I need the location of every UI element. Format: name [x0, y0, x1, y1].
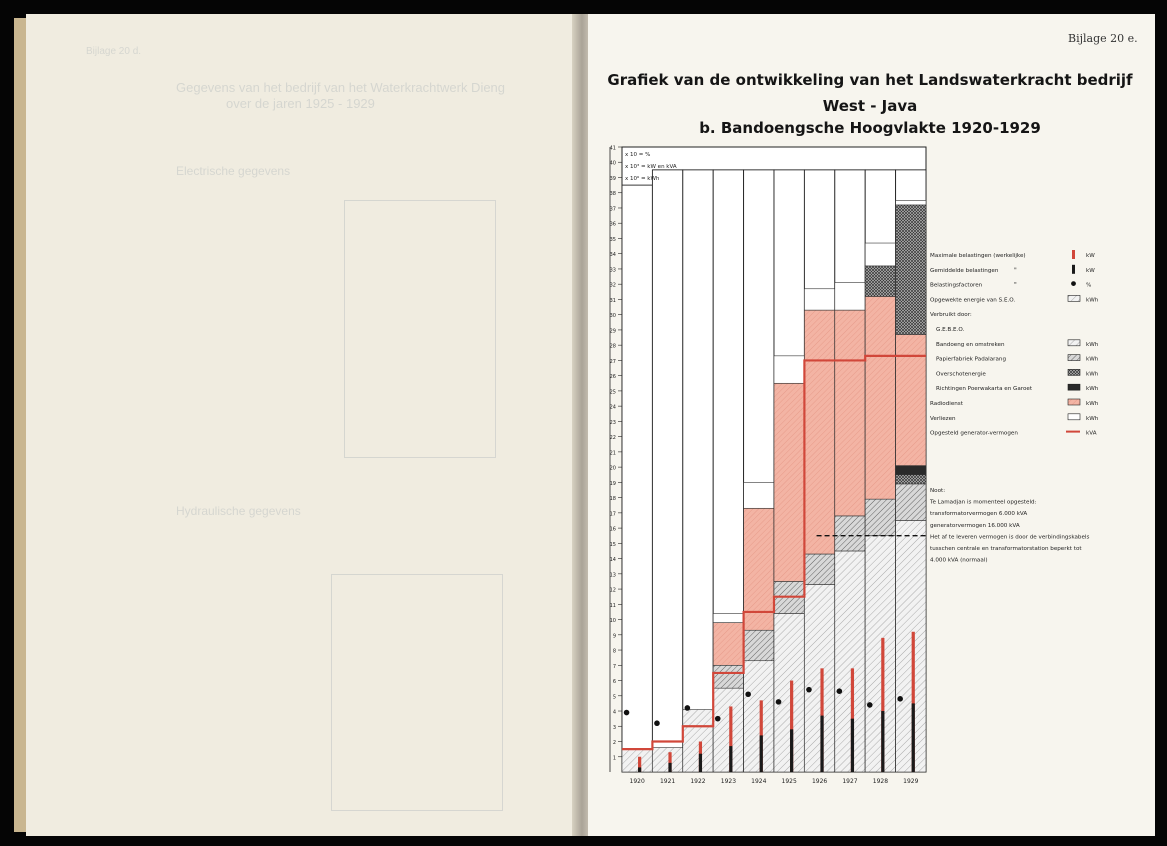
note-line: Het af te leveren vermogen is door de verbindingskabels	[930, 534, 1090, 541]
energy-segment	[865, 243, 895, 266]
legend-swatch	[1068, 399, 1080, 405]
energy-segment	[744, 661, 774, 772]
plot-area	[622, 147, 926, 772]
legend-unit: kWh	[1086, 297, 1099, 304]
legend-label: Bandoeng en omstreken	[936, 341, 1005, 348]
x-tick-label: 1926	[811, 778, 828, 785]
legend-unit: kW	[1086, 267, 1095, 274]
y-tick-label: 23	[609, 419, 616, 426]
energy-segment	[835, 516, 865, 551]
unit-key-label: x 10⁶ = kWh	[625, 176, 660, 182]
ghost-section-2: Hydraulische gegevens	[176, 504, 301, 518]
energy-segment	[835, 283, 865, 310]
y-tick-label: 11	[609, 602, 616, 609]
energy-segment	[652, 748, 682, 772]
x-tick-label: 1927	[842, 778, 858, 785]
energy-segment	[744, 630, 774, 660]
energy-segment	[896, 520, 926, 772]
chart-title-line-2: West - Java	[822, 97, 918, 115]
load-factor-dot	[776, 699, 782, 705]
y-tick-label: 32	[609, 282, 616, 289]
ditto-mark: "	[1014, 281, 1017, 289]
y-tick-label: 9	[612, 633, 616, 640]
energy-segment	[896, 335, 926, 466]
ghost-section-1: Electrische gegevens	[176, 164, 291, 178]
energy-segment	[804, 310, 834, 554]
x-tick-label: 1928	[872, 778, 889, 785]
y-tick-label: 6	[612, 679, 616, 686]
legend-label: Opgesteld generator-vermogen	[930, 430, 1018, 437]
y-tick-label: 2	[612, 740, 616, 747]
legend-swatch	[1068, 355, 1080, 361]
legend-label: G.E.B.E.O.	[936, 327, 965, 333]
y-tick-label: 22	[609, 435, 616, 442]
legend-unit: kWh	[1086, 371, 1099, 378]
x-tick-label: 1929	[903, 778, 919, 785]
legend-label: Verliezen	[930, 415, 956, 422]
y-tick-label: 37	[609, 206, 616, 213]
ghost-title-1: Gegevens van het bedrijf van het Waterkrachtwerk Dieng	[176, 80, 506, 95]
legend-swatch	[1068, 414, 1080, 420]
legend-unit: kWh	[1086, 341, 1099, 348]
avg-load-bar	[638, 767, 641, 772]
x-tick-label: 1924	[751, 778, 767, 785]
note-line: tusschen centrale en transformatorstation beperkt tot	[930, 546, 1082, 552]
load-factor-dot	[806, 687, 812, 693]
energy-segment	[774, 356, 804, 383]
y-tick-label: 13	[609, 572, 616, 579]
energy-segment	[835, 551, 865, 772]
load-factor-dot	[685, 705, 691, 711]
y-tick-label: 34	[609, 252, 616, 259]
x-tick-label: 1922	[690, 778, 706, 785]
x-tick-label: 1925	[781, 778, 797, 785]
energy-segment	[896, 484, 926, 521]
legend-label: Belastingsfactoren	[930, 282, 983, 289]
y-tick-label: 41	[609, 145, 616, 152]
y-tick-label: 12	[609, 587, 616, 594]
x-tick-label: 1920	[629, 778, 645, 785]
legend-unit: kWh	[1086, 401, 1099, 407]
energy-segment	[896, 475, 926, 484]
y-tick-label: 33	[609, 267, 616, 274]
energy-segment	[774, 613, 804, 772]
avg-load-bar	[729, 746, 732, 772]
legend-swatch	[1072, 250, 1075, 259]
load-factor-dot	[867, 702, 873, 708]
page-label: Bijlage 20 e.	[1068, 32, 1138, 45]
y-tick-label: 1	[612, 755, 616, 762]
energy-segment	[744, 482, 774, 508]
legend-label: Radiodienst	[930, 401, 963, 407]
legend	[930, 250, 1099, 437]
energy-segment	[804, 554, 834, 584]
note-line: Noot:	[930, 488, 946, 494]
y-tick-label: 39	[609, 175, 616, 182]
avg-load-bar	[881, 711, 884, 772]
load-factor-dot	[745, 691, 751, 697]
legend-swatch	[1068, 384, 1080, 390]
unit-key-label: x 10 = %	[625, 152, 651, 158]
y-tick-label: 10	[609, 618, 616, 625]
x-tick-label: 1923	[720, 778, 737, 785]
load-factor-dot	[837, 688, 843, 694]
energy-segment	[804, 585, 834, 773]
y-tick-label: 3	[612, 724, 616, 731]
y-tick-label: 20	[609, 465, 616, 472]
energy-segment	[896, 200, 926, 205]
column-outline	[683, 170, 713, 772]
energy-segment	[713, 613, 743, 622]
y-tick-label: 27	[609, 358, 616, 365]
legend-unit: kWh	[1086, 356, 1099, 363]
y-tick-label: 15	[609, 541, 616, 548]
energy-segment	[804, 289, 834, 310]
y-tick-label: 21	[609, 450, 616, 457]
energy-segment	[865, 536, 895, 772]
legend-swatch	[1068, 369, 1080, 375]
energy-segment	[774, 383, 804, 581]
note-line: generatorvermogen 16.000 kVA	[930, 522, 1020, 529]
ditto-mark: "	[1014, 266, 1017, 274]
energy-segment	[835, 310, 865, 516]
energy-segment	[622, 749, 652, 772]
legend-label: Opgewekte energie van S.E.O.	[930, 297, 1016, 304]
note-line: transformatorvermogen 6.000 kVA	[930, 511, 1028, 518]
column-outline	[652, 170, 682, 772]
energy-segment	[865, 296, 895, 499]
avg-load-bar	[820, 716, 823, 772]
avg-load-bar	[699, 754, 702, 772]
y-tick-label: 19	[609, 480, 616, 487]
legend-unit: kWh	[1086, 386, 1099, 393]
ghost-corner-label: Bijlage 20 d.	[86, 46, 142, 57]
y-tick-label: 29	[609, 328, 616, 335]
y-tick-label: 28	[609, 343, 616, 350]
note-line: Te Lamadjan is momenteel opgesteld:	[930, 499, 1037, 506]
legend-unit: kWh	[1086, 415, 1099, 422]
energy-segment	[896, 205, 926, 335]
y-tick-label: 36	[609, 221, 616, 228]
energy-segment	[865, 499, 895, 536]
load-factor-dot	[624, 710, 630, 716]
legend-swatch	[1071, 281, 1076, 286]
y-tick-label: 8	[612, 648, 616, 655]
y-tick-label: 31	[609, 297, 616, 304]
y-tick-label: 35	[609, 236, 616, 243]
avg-load-bar	[851, 719, 854, 772]
legend-label: Gemiddelde belastingen	[930, 267, 999, 274]
legend-swatch	[1072, 265, 1075, 274]
load-factor-dot	[654, 720, 660, 726]
energy-segment	[713, 623, 743, 666]
legend-unit: kW	[1086, 253, 1095, 259]
avg-load-bar	[912, 703, 915, 772]
legend-label: Verbruikt door:	[930, 312, 972, 319]
y-tick-label: 26	[609, 374, 616, 381]
chart-title-line-1: Grafiek van de ontwikkeling van het Landswaterkracht bedrijf	[607, 71, 1133, 89]
legend-swatch	[1068, 340, 1080, 346]
note-block	[929, 488, 1089, 564]
legend-label: Papierfabriek Padalarang	[936, 356, 1006, 363]
load-factor-dot	[715, 716, 721, 722]
legend-label: Overschotenergie	[936, 371, 986, 378]
legend-label: Maximale belastingen (werkelijke)	[930, 253, 1026, 259]
legend-unit: kVA	[1086, 430, 1097, 437]
y-tick-label: 5	[612, 694, 616, 701]
energy-segment	[713, 688, 743, 772]
y-tick-label: 40	[609, 160, 616, 167]
legend-label: Richtingen Poerwakarta en Garoet	[936, 386, 1033, 393]
energy-segment	[865, 266, 895, 296]
legend-swatch	[1068, 295, 1080, 301]
avg-load-bar	[790, 729, 793, 772]
y-tick-label: 18	[609, 496, 616, 503]
y-tick-label: 16	[609, 526, 616, 533]
energy-segment	[683, 710, 713, 773]
y-tick-label: 30	[609, 313, 616, 320]
x-tick-label: 1921	[659, 778, 676, 785]
chart-title-line-3: b. Bandoengsche Hoogvlakte 1920-1929	[699, 119, 1041, 137]
y-tick-label: 38	[609, 191, 616, 198]
energy-segment	[896, 466, 926, 475]
load-factor-dot	[897, 696, 903, 702]
y-tick-label: 14	[609, 557, 616, 564]
avg-load-bar	[760, 735, 763, 772]
avg-load-bar	[668, 763, 671, 772]
y-tick-label: 7	[612, 663, 616, 670]
y-tick-label: 25	[609, 389, 616, 396]
energy-segment	[713, 665, 743, 688]
legend-unit: %	[1086, 282, 1092, 289]
note-line: 4.000 kVA (normaal)	[930, 557, 988, 564]
column-outline	[622, 185, 652, 772]
y-tick-label: 17	[609, 511, 616, 518]
ghost-title-2: over de jaren 1925 - 1929	[226, 96, 375, 111]
unit-key-label: x 10³ = kW en kVA	[625, 164, 677, 170]
y-tick-label: 24	[609, 404, 616, 411]
y-tick-label: 4	[612, 709, 616, 716]
